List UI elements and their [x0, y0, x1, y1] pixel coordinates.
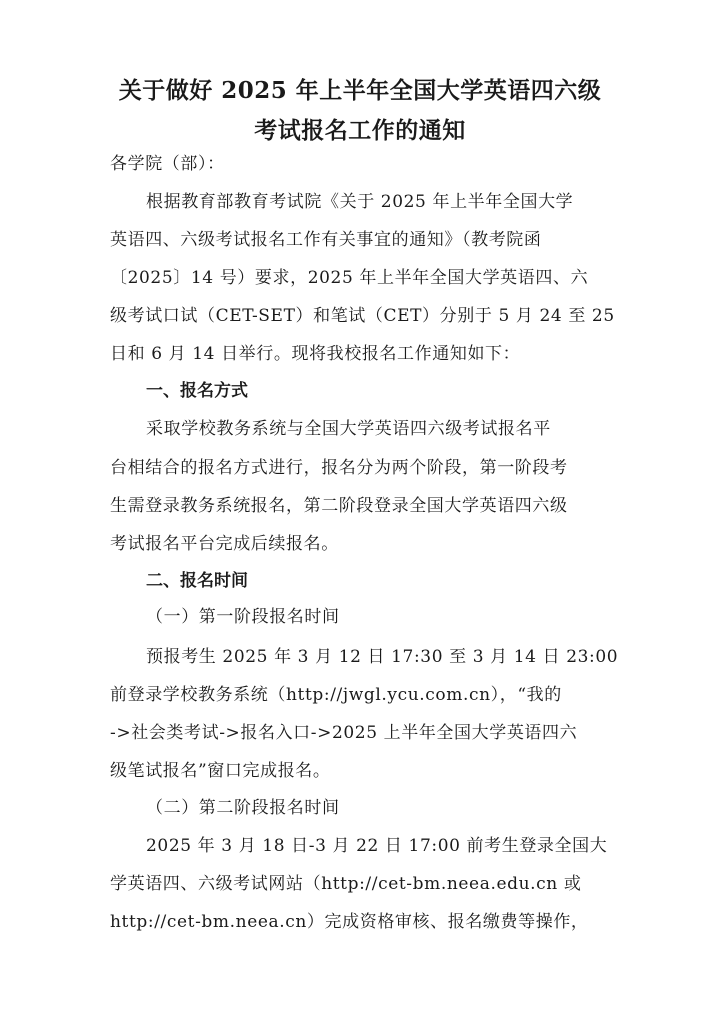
section1-line: 台相结合的报名方式进行，报名分为两个阶段，第一阶段考	[110, 458, 568, 478]
sub1-line: 级笔试报名”窗口完成报名。	[110, 761, 331, 781]
sub1-line: ->社会类考试->报名入口->2025 上半年全国大学英语四六	[110, 723, 578, 743]
section-heading-time: 二、报名时间	[146, 571, 248, 591]
section-heading-method: 一、报名方式	[146, 381, 248, 401]
doc-title-line-2: 考试报名工作的通知	[254, 117, 466, 144]
intro-line: 〔2025〕14 号）要求，2025 年上半年全国大学英语四、六	[110, 268, 589, 288]
subsection-heading-phase-2: （二）第二阶段报名时间	[146, 798, 340, 818]
intro-line: 根据教育部教育考试院《关于 2025 年上半年全国大学	[146, 192, 574, 212]
intro-line: 级考试口试（CET-SET）和笔试（CET）分别于 5 月 24 至 25	[110, 306, 615, 326]
sub1-line: 前登录学校教务系统（http://jwgl.ycu.com.cn），“我的	[110, 685, 562, 705]
salutation: 各学院（部）：	[110, 154, 225, 174]
section1-line: 考试报名平台完成后续报名。	[110, 534, 339, 554]
sub1-line: 预报考生 2025 年 3 月 12 日 17:30 至 3 月 14 日 23:00	[146, 647, 619, 667]
intro-line: 英语四、六级考试报名工作有关事宜的通知》（教考院函	[110, 230, 542, 250]
section1-line: 生需登录教务系统报名，第二阶段登录全国大学英语四六级	[110, 496, 568, 516]
section1-line: 采取学校教务系统与全国大学英语四六级考试报名平	[146, 419, 551, 439]
sub2-line: 学英语四、六级考试网站（http://cet-bm.neea.edu.cn 或	[110, 874, 582, 894]
intro-line: 日和 6 月 14 日举行。现将我校报名工作通知如下：	[110, 344, 521, 364]
doc-title-line-1: 关于做好 2025 年上半年全国大学英语四六级	[118, 77, 602, 104]
sub2-line: http://cet-bm.neea.cn）完成资格审核、报名缴费等操作，	[110, 912, 589, 932]
sub2-line: 2025 年 3 月 18 日-3 月 22 日 17:00 前考生登录全国大	[146, 836, 608, 856]
subsection-heading-phase-1: （一）第一阶段报名时间	[146, 607, 340, 627]
